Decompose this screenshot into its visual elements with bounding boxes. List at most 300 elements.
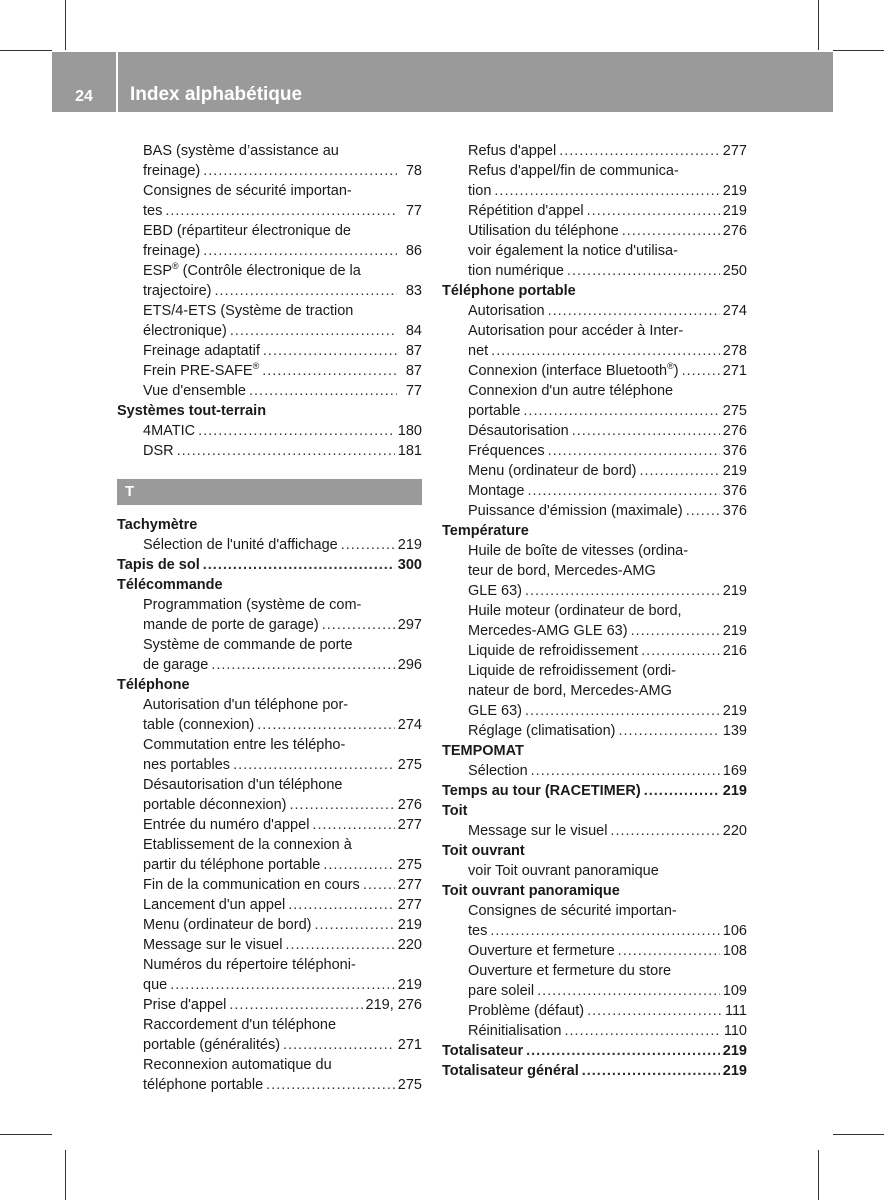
crop-mark bbox=[65, 0, 66, 50]
index-subentry bbox=[117, 1015, 422, 1035]
page-ref: 376 bbox=[722, 443, 747, 459]
entry-text: Connexion (interface Bluetooth®) bbox=[468, 361, 679, 379]
index-subentry bbox=[117, 421, 422, 441]
entry-text: Freinage adaptatif bbox=[143, 343, 260, 359]
page-ref: 110 bbox=[723, 1023, 747, 1039]
index-subentry bbox=[117, 635, 422, 655]
entry-text: Huile de boîte de vitesses (ordina- bbox=[468, 543, 689, 559]
index-subentry bbox=[442, 1001, 747, 1021]
entry-text: Répétition d'appel bbox=[468, 203, 584, 219]
index-entry bbox=[117, 555, 422, 575]
index-entry bbox=[442, 741, 747, 761]
dot-leader bbox=[494, 181, 719, 201]
crop-mark bbox=[0, 1134, 52, 1135]
index-subentry bbox=[117, 201, 422, 221]
dot-leader bbox=[203, 555, 395, 575]
page-ref: 219 bbox=[722, 183, 747, 199]
dot-leader bbox=[644, 781, 720, 801]
dot-leader bbox=[548, 441, 720, 461]
page-ref: 275 bbox=[397, 757, 422, 773]
index-subentry bbox=[117, 1055, 422, 1075]
entry-text: Température bbox=[442, 523, 529, 539]
dot-leader bbox=[682, 361, 720, 381]
index-subentry bbox=[117, 815, 422, 835]
dot-leader bbox=[565, 1021, 721, 1041]
entry-text: Ouverture et fermeture du store bbox=[468, 963, 672, 979]
index-subentry bbox=[117, 301, 422, 321]
entry-text: Menu (ordinateur de bord) bbox=[143, 917, 312, 933]
index-list bbox=[117, 515, 422, 1095]
entry-text: Autorisation d'un téléphone por- bbox=[143, 697, 349, 713]
entry-text: Toit bbox=[442, 803, 468, 819]
index-subentry bbox=[442, 201, 747, 221]
entry-text: Problème (défaut) bbox=[468, 1003, 585, 1019]
page-ref: 275 bbox=[722, 403, 747, 419]
page-ref: 219 bbox=[722, 623, 747, 639]
dot-leader bbox=[229, 995, 362, 1015]
index-subentry bbox=[117, 341, 422, 361]
entry-text: Tapis de sol bbox=[117, 557, 200, 573]
page-ref: 219 bbox=[722, 1043, 747, 1059]
dot-leader bbox=[525, 581, 720, 601]
index-subentry bbox=[442, 141, 747, 161]
index-entry bbox=[442, 281, 747, 301]
dot-leader bbox=[587, 201, 720, 221]
page-ref: 86 bbox=[405, 243, 422, 259]
entry-text: Désautorisation bbox=[468, 423, 569, 439]
index-subentry bbox=[117, 875, 422, 895]
index-entry bbox=[117, 515, 422, 535]
entry-text: Tachymètre bbox=[117, 517, 198, 533]
entry-text: ESP® (Contrôle électronique de la bbox=[143, 261, 361, 279]
page-header bbox=[52, 52, 833, 112]
entry-text: DSR bbox=[143, 443, 174, 459]
index-subentry bbox=[442, 241, 747, 261]
entry-text: trajectoire) bbox=[143, 283, 212, 299]
index-subentry bbox=[117, 161, 422, 181]
page-ref: 111 bbox=[724, 1003, 747, 1019]
page-ref: 277 bbox=[722, 143, 747, 159]
index-subentry bbox=[442, 581, 747, 601]
dot-leader bbox=[631, 621, 720, 641]
index-column-right bbox=[442, 141, 747, 1081]
page-ref: 84 bbox=[405, 323, 422, 339]
page-ref: 219 bbox=[722, 463, 747, 479]
entry-text: Fin de la communication en cours bbox=[143, 877, 360, 893]
entry-text: Systèmes tout-terrain bbox=[117, 403, 267, 419]
dot-leader bbox=[257, 715, 395, 735]
entry-text: téléphone portable bbox=[143, 1077, 264, 1093]
dot-leader bbox=[618, 721, 719, 741]
page-ref: 220 bbox=[397, 937, 422, 953]
entry-text: Vue d'ensemble bbox=[143, 383, 246, 399]
entry-text: Raccordement d'un téléphone bbox=[143, 1017, 337, 1033]
entry-text: Commutation entre les télépho- bbox=[143, 737, 346, 753]
entry-text: freinage) bbox=[143, 243, 201, 259]
entry-text: que bbox=[143, 977, 168, 993]
dot-leader bbox=[363, 875, 395, 895]
entry-text: Liquide de refroidissement (ordi- bbox=[468, 663, 676, 679]
index-subentry bbox=[117, 975, 422, 995]
entry-text: Liquide de refroidissement bbox=[468, 643, 639, 659]
entry-text: portable déconnexion) bbox=[143, 797, 287, 813]
entry-text: Totalisateur général bbox=[442, 1063, 579, 1079]
dot-leader bbox=[622, 221, 720, 241]
entry-text: voir également la notice d'utilisa- bbox=[468, 243, 678, 259]
index-subentry bbox=[442, 961, 747, 981]
entry-text: Numéros du répertoire téléphoni- bbox=[143, 957, 356, 973]
crop-mark bbox=[65, 1150, 66, 1200]
entry-text: portable bbox=[468, 403, 521, 419]
crop-mark bbox=[0, 50, 52, 51]
index-subentry bbox=[117, 935, 422, 955]
page-ref: 108 bbox=[722, 943, 747, 959]
entry-text: portable (généralités) bbox=[143, 1037, 281, 1053]
entry-text: EBD (répartiteur électronique de bbox=[143, 223, 351, 239]
index-subentry bbox=[442, 641, 747, 661]
index-entry bbox=[442, 1041, 747, 1061]
page-ref: 180 bbox=[397, 423, 422, 439]
dot-leader bbox=[283, 1035, 395, 1055]
index-subentry bbox=[117, 141, 422, 161]
index-subentry bbox=[442, 661, 747, 681]
entry-text: Consignes de sécurité importan- bbox=[143, 183, 352, 199]
entry-text: freinage) bbox=[143, 163, 201, 179]
dot-leader bbox=[177, 441, 395, 461]
page-title: Index alphabétique bbox=[130, 84, 303, 105]
index-subentry bbox=[117, 715, 422, 735]
entry-text: Message sur le visuel bbox=[143, 937, 283, 953]
index-subentry bbox=[442, 601, 747, 621]
index-subentry bbox=[442, 721, 747, 741]
page-ref: 219 bbox=[722, 783, 747, 799]
entry-text: TEMPOMAT bbox=[442, 743, 524, 759]
page-ref: 250 bbox=[722, 263, 747, 279]
index-entry bbox=[442, 1061, 747, 1081]
index-subentry bbox=[442, 261, 747, 281]
section-letter-bar: T bbox=[117, 479, 422, 505]
page-ref: 274 bbox=[722, 303, 747, 319]
dot-leader bbox=[572, 421, 720, 441]
index-subentry bbox=[442, 621, 747, 641]
entry-text: Temps au tour (RACETIMER) bbox=[442, 783, 641, 799]
index-subentry bbox=[117, 1075, 422, 1095]
entry-text: Sélection de l'unité d'affichage bbox=[143, 537, 338, 553]
page-ref: 219 bbox=[397, 977, 422, 993]
index-subentry bbox=[442, 541, 747, 561]
index-entry bbox=[117, 675, 422, 695]
entry-text: Autorisation pour accéder à Inter- bbox=[468, 323, 684, 339]
entry-text: Toit ouvrant bbox=[442, 843, 525, 859]
index-subentry bbox=[442, 361, 747, 381]
dot-leader bbox=[322, 615, 395, 635]
crop-mark bbox=[818, 0, 819, 50]
entry-text: GLE 63) bbox=[468, 703, 522, 719]
index-subentry bbox=[442, 161, 747, 181]
crop-mark bbox=[833, 1134, 884, 1135]
page-ref: 276 bbox=[397, 797, 422, 813]
index-subentry bbox=[117, 361, 422, 381]
page-ref: 278 bbox=[722, 343, 747, 359]
entry-text: tion numérique bbox=[468, 263, 564, 279]
entry-text: Réglage (climatisation) bbox=[468, 723, 616, 739]
index-subentry bbox=[117, 441, 422, 461]
index-subentry bbox=[442, 381, 747, 401]
index-subentry bbox=[442, 421, 747, 441]
page-ref: 274 bbox=[397, 717, 422, 733]
entry-text: Entrée du numéro d'appel bbox=[143, 817, 310, 833]
entry-text: nateur de bord, Mercedes-AMG bbox=[468, 683, 672, 699]
index-subentry bbox=[442, 501, 747, 521]
entry-text: Programmation (système de com- bbox=[143, 597, 362, 613]
page-ref: 276 bbox=[722, 223, 747, 239]
entry-text: pare soleil bbox=[468, 983, 535, 999]
dot-leader bbox=[288, 895, 395, 915]
dot-leader bbox=[490, 921, 719, 941]
page-ref: 271 bbox=[397, 1037, 422, 1053]
entry-text: Désautorisation d'un téléphone bbox=[143, 777, 343, 793]
entry-text: Autorisation bbox=[468, 303, 545, 319]
dot-leader bbox=[203, 161, 397, 181]
entry-text: Réinitialisation bbox=[468, 1023, 562, 1039]
dot-leader bbox=[263, 341, 397, 361]
dot-leader bbox=[312, 815, 394, 835]
entry-text: tion bbox=[468, 183, 492, 199]
page-ref: 169 bbox=[722, 763, 747, 779]
index-subentry bbox=[442, 701, 747, 721]
crop-mark bbox=[818, 1150, 819, 1200]
dot-leader bbox=[537, 981, 720, 1001]
index-subentry bbox=[442, 321, 747, 341]
dot-leader bbox=[610, 821, 719, 841]
index-subentry bbox=[117, 995, 422, 1015]
entry-text: Prise d'appel bbox=[143, 997, 227, 1013]
page-ref: 87 bbox=[405, 363, 422, 379]
entry-text: Utilisation du téléphone bbox=[468, 223, 619, 239]
index-list bbox=[117, 141, 422, 461]
entry-text: Toit ouvrant panoramique bbox=[442, 883, 620, 899]
index-subentry bbox=[117, 221, 422, 241]
dot-leader bbox=[203, 241, 397, 261]
index-subentry bbox=[442, 301, 747, 321]
entry-text: Téléphone bbox=[117, 677, 190, 693]
entry-text: Refus d'appel bbox=[468, 143, 557, 159]
index-subentry bbox=[442, 461, 747, 481]
dot-leader bbox=[582, 1061, 720, 1081]
index-subentry bbox=[442, 561, 747, 581]
page-ref: 297 bbox=[397, 617, 422, 633]
page-ref: 277 bbox=[397, 817, 422, 833]
page-ref: 216 bbox=[722, 643, 747, 659]
dot-leader bbox=[567, 261, 720, 281]
dot-leader bbox=[559, 141, 720, 161]
index-list bbox=[442, 141, 747, 1081]
index-subentry bbox=[117, 321, 422, 341]
entry-text: Huile moteur (ordinateur de bord, bbox=[468, 603, 682, 619]
dot-leader bbox=[211, 655, 394, 675]
dot-leader bbox=[531, 761, 720, 781]
dot-leader bbox=[641, 641, 720, 661]
entry-text: Frein PRE-SAFE® bbox=[143, 361, 260, 379]
entry-text: GLE 63) bbox=[468, 583, 522, 599]
dot-leader bbox=[170, 975, 395, 995]
dot-leader bbox=[618, 941, 720, 961]
index-subentry bbox=[442, 181, 747, 201]
dot-leader bbox=[314, 915, 394, 935]
index-subentry bbox=[442, 481, 747, 501]
entry-text: Menu (ordinateur de bord) bbox=[468, 463, 637, 479]
entry-text: Mercedes-AMG GLE 63) bbox=[468, 623, 628, 639]
index-subentry bbox=[117, 535, 422, 555]
entry-text: Puissance d'émission (maximale) bbox=[468, 503, 683, 519]
entry-text: net bbox=[468, 343, 489, 359]
page-ref: 77 bbox=[405, 203, 422, 219]
dot-leader bbox=[587, 1001, 722, 1021]
dot-leader bbox=[165, 201, 397, 221]
entry-text: Etablissement de la connexion à bbox=[143, 837, 352, 853]
entry-text: teur de bord, Mercedes-AMG bbox=[468, 563, 656, 579]
page-ref: 109 bbox=[722, 983, 747, 999]
dot-leader bbox=[527, 481, 719, 501]
index-subentry bbox=[442, 441, 747, 461]
index-subentry bbox=[442, 861, 747, 881]
index-subentry bbox=[117, 795, 422, 815]
entry-text: partir du téléphone portable bbox=[143, 857, 321, 873]
dot-leader bbox=[526, 1041, 720, 1061]
dot-leader bbox=[262, 361, 397, 381]
page-ref: 277 bbox=[397, 877, 422, 893]
page-ref: 219 bbox=[722, 583, 747, 599]
entry-text: Fréquences bbox=[468, 443, 545, 459]
index-subentry bbox=[117, 895, 422, 915]
entry-text: BAS (système d’assistance au bbox=[143, 143, 339, 159]
index-subentry bbox=[117, 835, 422, 855]
entry-text: Consignes de sécurité importan- bbox=[468, 903, 677, 919]
index-subentry bbox=[117, 915, 422, 935]
page-ref: 219 bbox=[722, 1063, 747, 1079]
page-ref: 78 bbox=[405, 163, 422, 179]
index-subentry bbox=[117, 595, 422, 615]
entry-text: 4MATIC bbox=[143, 423, 196, 439]
page-ref: 219 bbox=[397, 917, 422, 933]
entry-text: Sélection bbox=[468, 763, 528, 779]
index-subentry bbox=[117, 695, 422, 715]
index-subentry bbox=[117, 735, 422, 755]
entry-text: voir Toit ouvrant panoramique bbox=[468, 863, 659, 879]
index-entry bbox=[442, 841, 747, 861]
entry-text: Totalisateur bbox=[442, 1043, 524, 1059]
page-ref: 219 bbox=[397, 537, 422, 553]
index-subentry bbox=[442, 1021, 747, 1041]
index-entry bbox=[117, 401, 422, 421]
page-ref: 219 bbox=[722, 703, 747, 719]
page-ref: 300 bbox=[397, 557, 422, 573]
index-subentry bbox=[442, 821, 747, 841]
index-subentry bbox=[442, 401, 747, 421]
index-subentry bbox=[117, 1035, 422, 1055]
index-entry bbox=[442, 781, 747, 801]
entry-text: tes bbox=[143, 203, 163, 219]
dot-leader bbox=[639, 461, 719, 481]
index-entry bbox=[442, 881, 747, 901]
dot-leader bbox=[249, 381, 397, 401]
page-ref: 275 bbox=[397, 1077, 422, 1093]
dot-leader bbox=[290, 795, 395, 815]
entry-text: Connexion d'un autre téléphone bbox=[468, 383, 674, 399]
dot-leader bbox=[215, 281, 398, 301]
dot-leader bbox=[230, 321, 397, 341]
page-ref: 220 bbox=[722, 823, 747, 839]
entry-text: électronique) bbox=[143, 323, 227, 339]
index-entry bbox=[442, 521, 747, 541]
index-subentry bbox=[117, 775, 422, 795]
entry-text: Lancement d'un appel bbox=[143, 897, 286, 913]
dot-leader bbox=[525, 701, 720, 721]
index-column-left bbox=[117, 141, 422, 1095]
index-subentry bbox=[117, 855, 422, 875]
index-subentry bbox=[442, 341, 747, 361]
index-subentry bbox=[117, 241, 422, 261]
entry-text: Refus d'appel/fin de communica- bbox=[468, 163, 679, 179]
page-number: 24 bbox=[75, 88, 93, 105]
dot-leader bbox=[266, 1075, 395, 1095]
page-ref: 276 bbox=[722, 423, 747, 439]
entry-text: Système de commande de porte bbox=[143, 637, 353, 653]
dot-leader bbox=[548, 301, 720, 321]
index-subentry bbox=[117, 381, 422, 401]
entry-text: Télécommande bbox=[117, 577, 223, 593]
index-subentry bbox=[442, 941, 747, 961]
entry-text: Montage bbox=[468, 483, 525, 499]
index-subentry bbox=[442, 761, 747, 781]
page-ref: 277 bbox=[397, 897, 422, 913]
crop-mark bbox=[833, 50, 884, 51]
page-ref: 77 bbox=[405, 383, 422, 399]
entry-text: Message sur le visuel bbox=[468, 823, 608, 839]
index-subentry bbox=[117, 181, 422, 201]
dot-leader bbox=[341, 535, 395, 555]
dot-leader bbox=[233, 755, 395, 775]
entry-text: de garage bbox=[143, 657, 209, 673]
dot-leader bbox=[285, 935, 394, 955]
page-ref: 376 bbox=[722, 483, 747, 499]
index-subentry bbox=[442, 981, 747, 1001]
index-subentry bbox=[117, 955, 422, 975]
index-subentry bbox=[442, 681, 747, 701]
entry-text: Reconnexion automatique du bbox=[143, 1057, 332, 1073]
dot-leader bbox=[523, 401, 719, 421]
index-subentry bbox=[117, 655, 422, 675]
page-ref: 106 bbox=[722, 923, 747, 939]
index-subentry bbox=[117, 281, 422, 301]
page-ref: 275 bbox=[397, 857, 422, 873]
entry-text: nes portables bbox=[143, 757, 231, 773]
index-entry bbox=[442, 801, 747, 821]
page-ref: 271 bbox=[722, 363, 747, 379]
index-subentry bbox=[442, 921, 747, 941]
page-ref: 219, 276 bbox=[365, 997, 422, 1013]
index-entry bbox=[117, 575, 422, 595]
page-ref: 219 bbox=[722, 203, 747, 219]
dot-leader bbox=[323, 855, 394, 875]
entry-text: tes bbox=[468, 923, 488, 939]
index-subentry bbox=[117, 615, 422, 635]
dot-leader bbox=[491, 341, 720, 361]
page-ref: 181 bbox=[397, 443, 422, 459]
entry-text: mande de porte de garage) bbox=[143, 617, 319, 633]
index-subentry bbox=[117, 755, 422, 775]
entry-text: Téléphone portable bbox=[442, 283, 576, 299]
